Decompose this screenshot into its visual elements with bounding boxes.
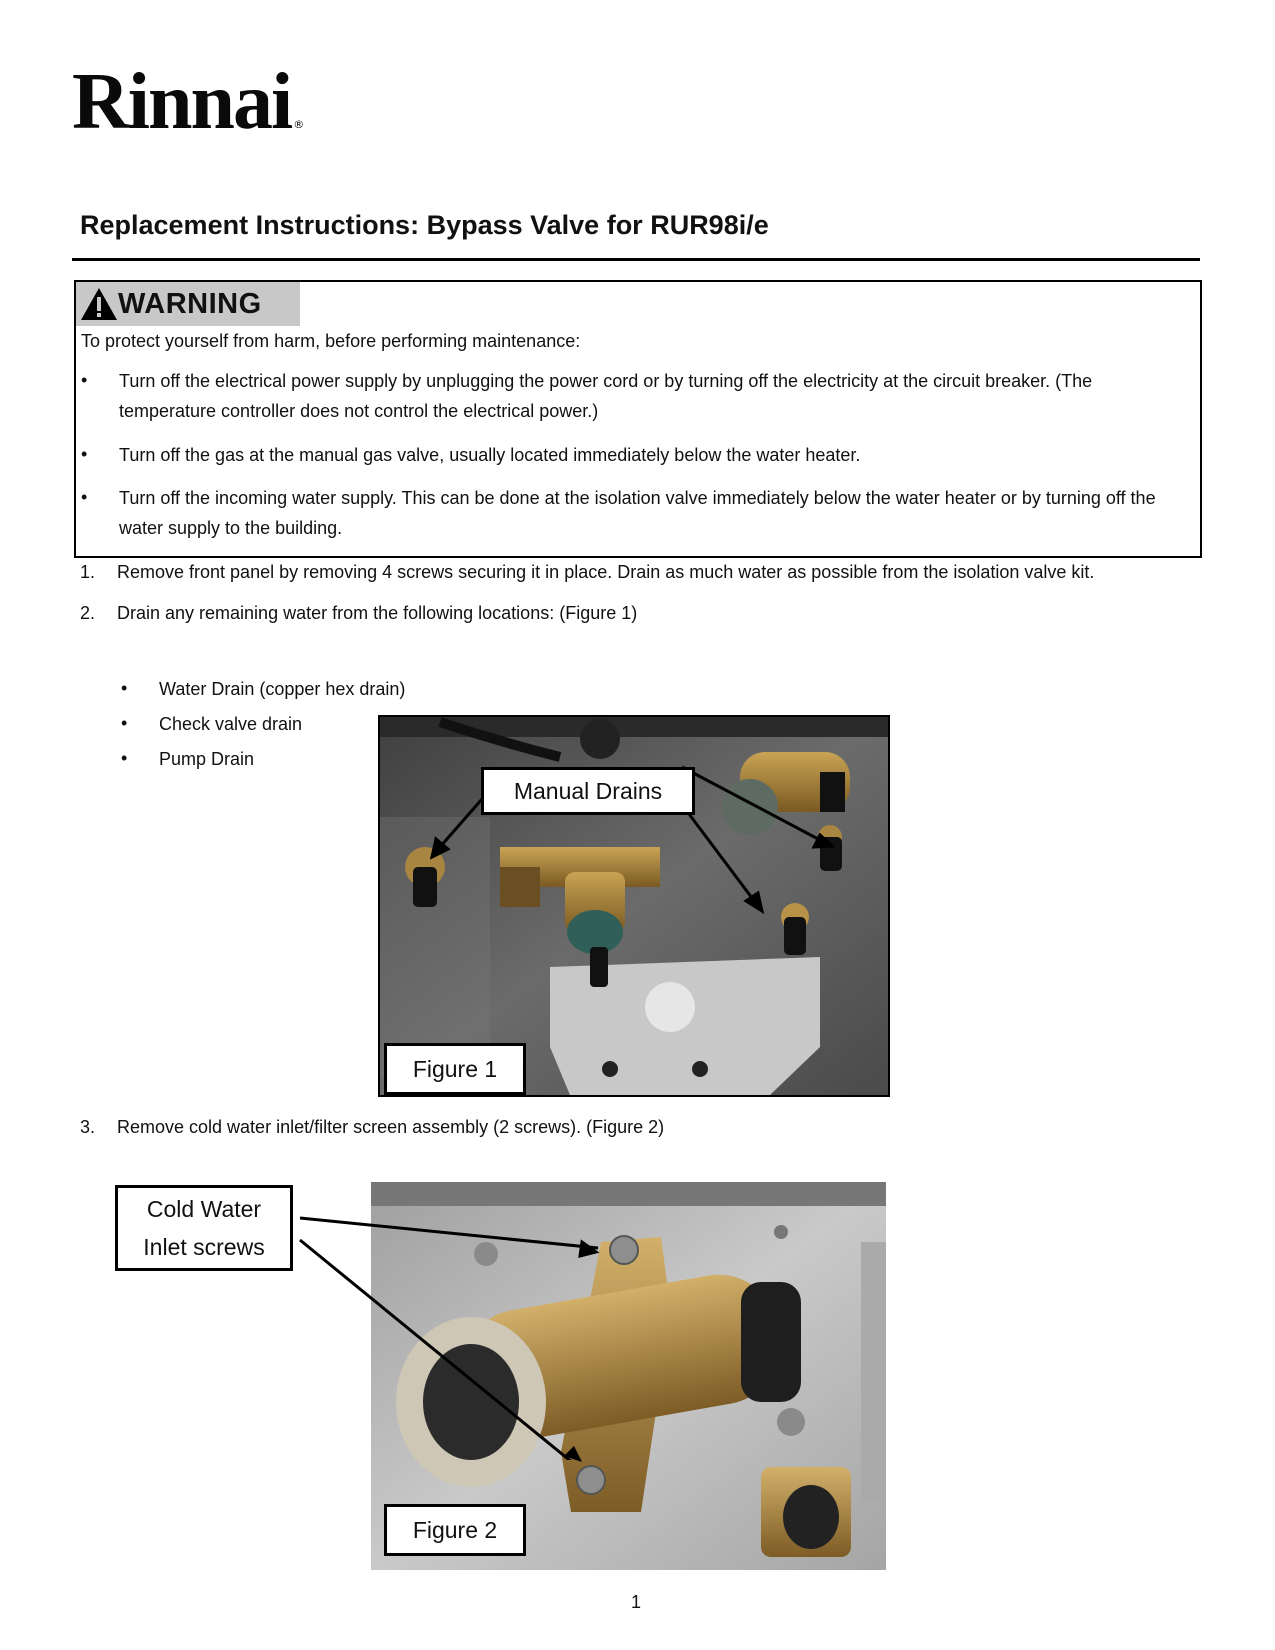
figure-2-caption: Figure 2 — [384, 1504, 526, 1556]
step-text: Drain any remaining water from the following locations: (Figure 1) — [117, 603, 638, 623]
warning-intro: To protect yourself from harm, before performing maintenance: — [81, 331, 581, 351]
page-number: 1 — [631, 1592, 642, 1612]
cold-water-inlet-callout — [115, 1185, 293, 1271]
step-number: 3. — [80, 1117, 96, 1137]
step-number: 2. — [80, 603, 96, 623]
step-number: 1. — [80, 562, 96, 582]
step-text: Remove cold water inlet/filter screen assembly (2 screws). (Figure 2) — [117, 1117, 665, 1137]
warning-bullet: Turn off the electrical power supply by unplugging the power cord or by turning off the electricity at the circuit breaker. (The temperature controller does not control the electrical power.) — [119, 371, 1093, 421]
bullet-dot: • — [81, 444, 88, 464]
bullet-dot: • — [121, 713, 128, 733]
warning-triangle-icon — [80, 286, 118, 322]
bullet-dot: • — [121, 748, 128, 768]
warning-bullet: Turn off the gas at the manual gas valve, usually located immediately below the water heater. — [119, 445, 861, 465]
manual-drains-callout: Manual Drains — [481, 767, 695, 815]
page-title: Replacement Instructions: Bypass Valve for RUR98i/e — [80, 210, 769, 240]
arrowhead-icon — [560, 1440, 584, 1464]
warning-heading — [76, 282, 300, 326]
bullet-dot: • — [81, 370, 88, 390]
bullet-dot: • — [81, 487, 88, 507]
bullet-dot: • — [121, 678, 128, 698]
drain-item: Pump Drain — [159, 749, 255, 769]
registered-mark: ® — [293, 118, 305, 131]
warning-bullet: Turn off the incoming water supply. This can be done at the isolation valve immediately below the water heater or by turning off the water supply to the building. — [119, 488, 1156, 538]
title-divider — [72, 258, 1200, 261]
drain-item: Water Drain (copper hex drain) — [159, 679, 406, 699]
callout-line: Inlet screws — [143, 1234, 265, 1260]
figure-1-caption: Figure 1 — [384, 1043, 526, 1095]
logo-text: Rinnai — [72, 58, 292, 146]
figure-2-arrows — [290, 1200, 600, 1460]
warning-label: WARNING — [118, 288, 262, 320]
drain-item: Check valve drain — [159, 714, 303, 734]
step-text: Remove front panel by removing 4 screws securing it in place. Drain as much water as possible from the isolation valve kit. — [117, 562, 1095, 582]
callout-line: Cold Water — [146, 1196, 262, 1222]
brand-logo — [72, 58, 305, 146]
